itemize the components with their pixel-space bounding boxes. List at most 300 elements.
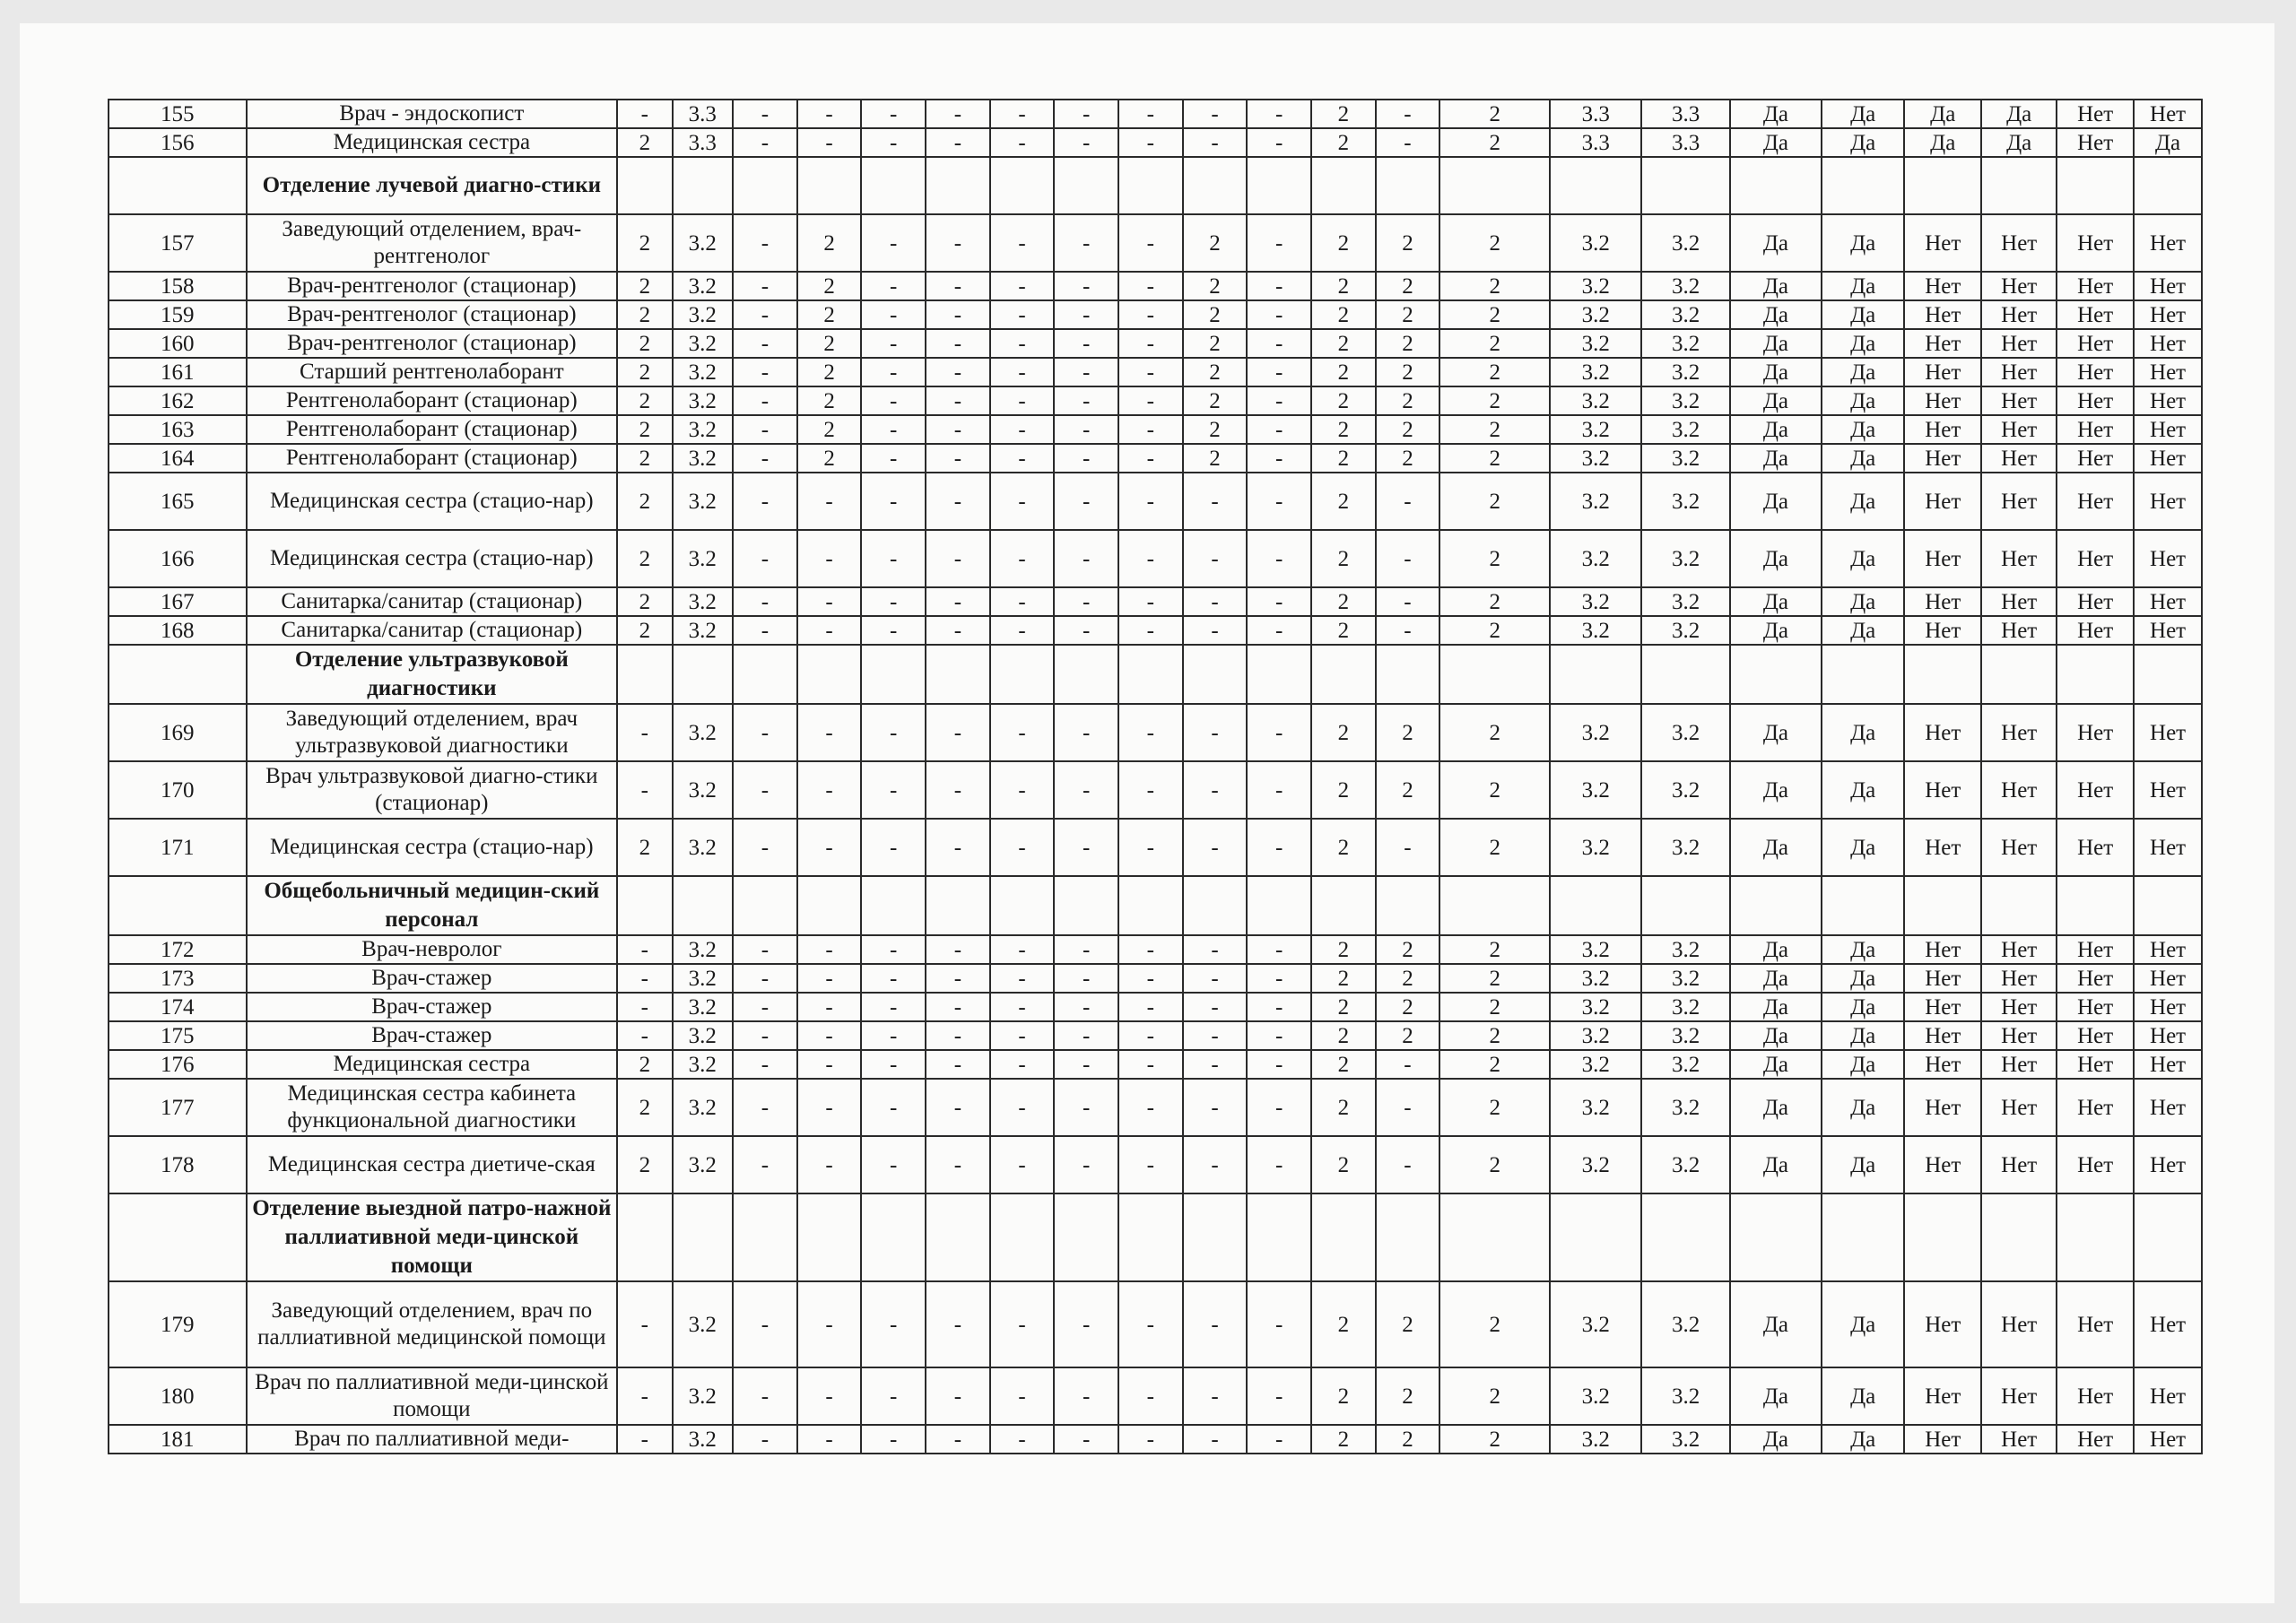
- value-cell: -: [926, 1021, 990, 1050]
- value-cell: Да: [1822, 415, 1904, 444]
- value-cell: -: [1247, 272, 1311, 300]
- value-cell: 3.2: [1641, 1079, 1729, 1136]
- value-cell: -: [733, 819, 797, 876]
- value-cell: -: [990, 1050, 1055, 1079]
- value-cell: 3.2: [1550, 993, 1641, 1021]
- table-row: [109, 300, 2202, 329]
- value-cell: Да: [1730, 616, 1822, 645]
- value-cell: -: [1118, 964, 1183, 993]
- row-number: 171: [109, 819, 247, 876]
- value-cell: -: [1183, 100, 1248, 128]
- value-cell: -: [990, 329, 1055, 358]
- value-cell: -: [733, 761, 797, 819]
- value-cell: 2: [617, 272, 672, 300]
- empty-cell: [797, 1193, 862, 1281]
- value-cell: -: [1247, 704, 1311, 761]
- value-cell: 2: [1376, 329, 1440, 358]
- empty-cell: [1822, 157, 1904, 214]
- value-cell: 3.2: [1550, 1079, 1641, 1136]
- value-cell: -: [1183, 704, 1248, 761]
- value-cell: 3.3: [1641, 100, 1729, 128]
- value-cell: Нет: [2134, 1050, 2202, 1079]
- value-cell: 3.2: [1550, 386, 1641, 415]
- value-cell: -: [990, 386, 1055, 415]
- value-cell: 3.3: [1550, 100, 1641, 128]
- value-cell: -: [1118, 1079, 1183, 1136]
- value-cell: 2: [1311, 300, 1376, 329]
- value-cell: -: [1376, 128, 1440, 157]
- value-cell: Нет: [2057, 587, 2134, 616]
- value-cell: -: [1118, 1281, 1183, 1367]
- value-cell: -: [990, 300, 1055, 329]
- value-cell: -: [990, 935, 1055, 964]
- value-cell: -: [861, 1367, 926, 1425]
- value-cell: Да: [1822, 473, 1904, 530]
- value-cell: 2: [1376, 300, 1440, 329]
- value-cell: -: [1247, 587, 1311, 616]
- value-cell: 3.2: [673, 329, 734, 358]
- value-cell: 3.2: [673, 386, 734, 415]
- value-cell: 2: [1439, 587, 1550, 616]
- value-cell: 2: [797, 415, 862, 444]
- value-cell: -: [617, 993, 672, 1021]
- value-cell: -: [861, 1021, 926, 1050]
- value-cell: -: [990, 358, 1055, 386]
- value-cell: 2: [1183, 272, 1248, 300]
- value-cell: -: [1247, 329, 1311, 358]
- value-cell: 2: [1439, 1425, 1550, 1454]
- value-cell: -: [733, 964, 797, 993]
- empty-cell: [2057, 1193, 2134, 1281]
- value-cell: Нет: [2057, 329, 2134, 358]
- value-cell: Да: [1730, 819, 1822, 876]
- section-row: [109, 1193, 2202, 1281]
- value-cell: -: [1054, 358, 1118, 386]
- value-cell: Нет: [1981, 587, 2057, 616]
- position-name: Медицинская сестра: [247, 128, 618, 157]
- value-cell: -: [1183, 1425, 1248, 1454]
- value-cell: Нет: [2057, 761, 2134, 819]
- value-cell: -: [1054, 415, 1118, 444]
- value-cell: 3.2: [1550, 1136, 1641, 1193]
- value-cell: 3.2: [673, 1136, 734, 1193]
- value-cell: 2: [1376, 1021, 1440, 1050]
- row-number: 162: [109, 386, 247, 415]
- empty-cell: [1904, 876, 1981, 935]
- value-cell: Нет: [1904, 993, 1981, 1021]
- value-cell: -: [797, 128, 862, 157]
- value-cell: 3.2: [1641, 1050, 1729, 1079]
- position-name: Врач-рентгенолог (стационар): [247, 329, 618, 358]
- value-cell: -: [733, 1050, 797, 1079]
- value-cell: -: [733, 704, 797, 761]
- value-cell: -: [1118, 761, 1183, 819]
- empty-cell: [1054, 876, 1118, 935]
- value-cell: -: [1183, 1367, 1248, 1425]
- section-title: Отделение выездной патро-нажной паллиативной меди-цинской помощи: [247, 1193, 618, 1281]
- value-cell: -: [1376, 1136, 1440, 1193]
- empty-cell: [1311, 157, 1376, 214]
- value-cell: 3.2: [1550, 272, 1641, 300]
- value-cell: -: [1054, 587, 1118, 616]
- empty-cell: [2134, 1193, 2202, 1281]
- value-cell: Нет: [1904, 761, 1981, 819]
- value-cell: Нет: [1904, 415, 1981, 444]
- value-cell: -: [1054, 935, 1118, 964]
- value-cell: 2: [1439, 1050, 1550, 1079]
- value-cell: Да: [1730, 100, 1822, 128]
- value-cell: Нет: [1904, 704, 1981, 761]
- value-cell: -: [797, 587, 862, 616]
- value-cell: -: [797, 993, 862, 1021]
- value-cell: Нет: [2134, 1281, 2202, 1367]
- table-row: [109, 1050, 2202, 1079]
- value-cell: 3.2: [673, 704, 734, 761]
- value-cell: 2: [617, 358, 672, 386]
- value-cell: 3.2: [673, 214, 734, 272]
- value-cell: Да: [1822, 214, 1904, 272]
- value-cell: Нет: [2057, 272, 2134, 300]
- empty-cell: [926, 645, 990, 704]
- position-name: Врач-стажер: [247, 993, 618, 1021]
- value-cell: 2: [1439, 128, 1550, 157]
- empty-cell: [1730, 876, 1822, 935]
- value-cell: -: [861, 587, 926, 616]
- value-cell: Нет: [2057, 473, 2134, 530]
- value-cell: -: [1054, 1425, 1118, 1454]
- section-row: [109, 645, 2202, 704]
- table-row: [109, 964, 2202, 993]
- value-cell: 3.2: [1550, 935, 1641, 964]
- position-name: Санитарка/санитар (стационар): [247, 587, 618, 616]
- value-cell: Нет: [2134, 761, 2202, 819]
- value-cell: Нет: [1981, 1367, 2057, 1425]
- value-cell: 2: [617, 386, 672, 415]
- empty-cell: [1550, 157, 1641, 214]
- value-cell: 2: [1311, 473, 1376, 530]
- position-name: Заведующий отделением, врач ультразвуковой диагностики: [247, 704, 618, 761]
- row-number: 169: [109, 704, 247, 761]
- value-cell: -: [1247, 1136, 1311, 1193]
- value-cell: -: [733, 300, 797, 329]
- value-cell: -: [1054, 1079, 1118, 1136]
- value-cell: -: [1376, 473, 1440, 530]
- value-cell: Нет: [1981, 1050, 2057, 1079]
- value-cell: -: [990, 1425, 1055, 1454]
- empty-cell: [990, 876, 1055, 935]
- value-cell: 3.2: [1641, 1281, 1729, 1367]
- value-cell: -: [617, 704, 672, 761]
- value-cell: Нет: [1904, 1021, 1981, 1050]
- value-cell: Нет: [2134, 300, 2202, 329]
- row-number: 172: [109, 935, 247, 964]
- value-cell: Да: [1730, 300, 1822, 329]
- value-cell: 3.2: [1550, 358, 1641, 386]
- empty-cell: [1550, 876, 1641, 935]
- value-cell: 2: [1376, 1281, 1440, 1367]
- value-cell: 2: [1376, 272, 1440, 300]
- value-cell: 3.2: [1641, 1021, 1729, 1050]
- value-cell: -: [861, 329, 926, 358]
- value-cell: Нет: [1981, 415, 2057, 444]
- value-cell: 3.2: [1550, 1281, 1641, 1367]
- empty-cell: [1981, 157, 2057, 214]
- position-name: Медицинская сестра: [247, 1050, 618, 1079]
- value-cell: Нет: [2057, 386, 2134, 415]
- section-num-cell: [109, 1193, 247, 1281]
- value-cell: -: [1183, 1136, 1248, 1193]
- value-cell: 2: [1376, 964, 1440, 993]
- row-number: 158: [109, 272, 247, 300]
- value-cell: 2: [617, 473, 672, 530]
- empty-cell: [733, 876, 797, 935]
- empty-cell: [1730, 645, 1822, 704]
- value-cell: 3.2: [673, 1281, 734, 1367]
- value-cell: Нет: [2057, 1425, 2134, 1454]
- value-cell: 2: [1183, 444, 1248, 473]
- value-cell: -: [1183, 1079, 1248, 1136]
- value-cell: Да: [2134, 128, 2202, 157]
- value-cell: 2: [1376, 1367, 1440, 1425]
- value-cell: Нет: [1981, 1281, 2057, 1367]
- value-cell: 3.2: [1550, 587, 1641, 616]
- value-cell: -: [990, 100, 1055, 128]
- value-cell: 2: [1311, 935, 1376, 964]
- empty-cell: [1247, 1193, 1311, 1281]
- value-cell: Нет: [1981, 616, 2057, 645]
- value-cell: -: [1118, 587, 1183, 616]
- value-cell: -: [926, 1050, 990, 1079]
- value-cell: Нет: [2134, 415, 2202, 444]
- value-cell: Да: [1730, 1367, 1822, 1425]
- table-row: [109, 1367, 2202, 1425]
- value-cell: Нет: [1981, 272, 2057, 300]
- value-cell: 2: [1311, 530, 1376, 587]
- value-cell: -: [797, 1079, 862, 1136]
- position-name: Заведующий отделением, врач-рентгенолог: [247, 214, 618, 272]
- value-cell: 2: [1439, 530, 1550, 587]
- value-cell: Нет: [1904, 935, 1981, 964]
- value-cell: 2: [617, 1079, 672, 1136]
- value-cell: Да: [1730, 358, 1822, 386]
- empty-cell: [2134, 876, 2202, 935]
- value-cell: -: [861, 128, 926, 157]
- value-cell: 3.2: [1641, 329, 1729, 358]
- value-cell: Нет: [1904, 1050, 1981, 1079]
- value-cell: 2: [1439, 1021, 1550, 1050]
- value-cell: -: [1054, 761, 1118, 819]
- value-cell: -: [733, 993, 797, 1021]
- value-cell: -: [926, 329, 990, 358]
- value-cell: 3.2: [1550, 1425, 1641, 1454]
- position-name: Рентгенолаборант (стационар): [247, 415, 618, 444]
- value-cell: 2: [1311, 704, 1376, 761]
- value-cell: -: [861, 300, 926, 329]
- value-cell: -: [926, 473, 990, 530]
- value-cell: 3.2: [673, 300, 734, 329]
- value-cell: -: [1247, 128, 1311, 157]
- value-cell: Да: [1822, 272, 1904, 300]
- value-cell: -: [1118, 214, 1183, 272]
- empty-cell: [797, 157, 862, 214]
- value-cell: Нет: [1981, 1021, 2057, 1050]
- position-name: Врач-рентгенолог (стационар): [247, 272, 618, 300]
- value-cell: Нет: [2134, 1136, 2202, 1193]
- value-cell: -: [861, 1281, 926, 1367]
- table-row: [109, 530, 2202, 587]
- value-cell: -: [1247, 214, 1311, 272]
- value-cell: -: [1183, 1281, 1248, 1367]
- value-cell: Нет: [2057, 214, 2134, 272]
- value-cell: 2: [1439, 964, 1550, 993]
- value-cell: -: [733, 1136, 797, 1193]
- empty-cell: [1183, 876, 1248, 935]
- value-cell: Нет: [1904, 587, 1981, 616]
- value-cell: 3.2: [1641, 214, 1729, 272]
- value-cell: -: [990, 1136, 1055, 1193]
- value-cell: -: [926, 444, 990, 473]
- value-cell: 3.2: [1641, 272, 1729, 300]
- empty-cell: [1054, 157, 1118, 214]
- value-cell: 2: [1311, 587, 1376, 616]
- empty-cell: [1550, 1193, 1641, 1281]
- empty-cell: [2134, 645, 2202, 704]
- value-cell: 3.2: [1641, 444, 1729, 473]
- value-cell: 2: [797, 329, 862, 358]
- row-number: 164: [109, 444, 247, 473]
- value-cell: 2: [1439, 444, 1550, 473]
- value-cell: 3.3: [673, 128, 734, 157]
- empty-cell: [673, 876, 734, 935]
- value-cell: Нет: [2057, 530, 2134, 587]
- value-cell: 3.3: [673, 100, 734, 128]
- table-row: [109, 993, 2202, 1021]
- empty-cell: [733, 157, 797, 214]
- empty-cell: [1247, 157, 1311, 214]
- value-cell: 3.2: [1641, 616, 1729, 645]
- value-cell: -: [926, 819, 990, 876]
- value-cell: 2: [1376, 1425, 1440, 1454]
- value-cell: -: [1247, 386, 1311, 415]
- value-cell: Нет: [2134, 1021, 2202, 1050]
- section-row: [109, 157, 2202, 214]
- table-row: [109, 761, 2202, 819]
- value-cell: 2: [617, 300, 672, 329]
- value-cell: 2: [1439, 272, 1550, 300]
- value-cell: -: [1247, 1281, 1311, 1367]
- value-cell: Да: [1730, 386, 1822, 415]
- value-cell: Нет: [2057, 935, 2134, 964]
- value-cell: 2: [617, 587, 672, 616]
- value-cell: -: [733, 1021, 797, 1050]
- value-cell: Нет: [2057, 964, 2134, 993]
- row-number: 157: [109, 214, 247, 272]
- value-cell: 2: [1439, 415, 1550, 444]
- value-cell: 2: [1376, 358, 1440, 386]
- section-title: Отделение ультразвуковой диагностики: [247, 645, 618, 704]
- empty-cell: [1118, 1193, 1183, 1281]
- value-cell: 2: [797, 358, 862, 386]
- value-cell: Нет: [1904, 1367, 1981, 1425]
- value-cell: 2: [1439, 300, 1550, 329]
- value-cell: Нет: [1981, 530, 2057, 587]
- value-cell: 3.2: [1641, 358, 1729, 386]
- value-cell: Да: [1822, 1079, 1904, 1136]
- value-cell: Нет: [2057, 993, 2134, 1021]
- value-cell: -: [990, 1021, 1055, 1050]
- table-row: [109, 473, 2202, 530]
- value-cell: -: [1054, 100, 1118, 128]
- value-cell: Нет: [1981, 704, 2057, 761]
- value-cell: 3.2: [1641, 530, 1729, 587]
- value-cell: 2: [1439, 1367, 1550, 1425]
- table-row: [109, 415, 2202, 444]
- value-cell: -: [990, 530, 1055, 587]
- row-number: 160: [109, 329, 247, 358]
- value-cell: -: [861, 935, 926, 964]
- value-cell: -: [861, 704, 926, 761]
- value-cell: -: [861, 358, 926, 386]
- value-cell: -: [1247, 761, 1311, 819]
- value-cell: -: [1376, 1050, 1440, 1079]
- table-row: [109, 587, 2202, 616]
- value-cell: Нет: [2057, 819, 2134, 876]
- position-name: Заведующий отделением, врач по паллиативной медицинской помощи: [247, 1281, 618, 1367]
- value-cell: -: [926, 128, 990, 157]
- empty-cell: [1118, 157, 1183, 214]
- value-cell: 3.2: [673, 444, 734, 473]
- value-cell: Нет: [2057, 1367, 2134, 1425]
- value-cell: Да: [1730, 935, 1822, 964]
- value-cell: 3.2: [1641, 993, 1729, 1021]
- value-cell: -: [733, 444, 797, 473]
- value-cell: -: [1118, 272, 1183, 300]
- empty-cell: [797, 876, 862, 935]
- value-cell: 3.2: [673, 935, 734, 964]
- position-name: Медицинская сестра кабинета функциональной диагностики: [247, 1079, 618, 1136]
- value-cell: -: [1376, 616, 1440, 645]
- position-name: Врач-рентгенолог (стационар): [247, 300, 618, 329]
- row-number: 155: [109, 100, 247, 128]
- value-cell: -: [1247, 1367, 1311, 1425]
- empty-cell: [1641, 157, 1729, 214]
- value-cell: -: [1054, 530, 1118, 587]
- value-cell: 3.2: [1641, 300, 1729, 329]
- empty-cell: [673, 1193, 734, 1281]
- value-cell: -: [1183, 530, 1248, 587]
- value-cell: Да: [1730, 1425, 1822, 1454]
- value-cell: 2: [1439, 329, 1550, 358]
- row-number: 176: [109, 1050, 247, 1079]
- value-cell: 2: [1311, 993, 1376, 1021]
- value-cell: Нет: [1904, 444, 1981, 473]
- value-cell: 2: [617, 329, 672, 358]
- value-cell: Да: [1822, 300, 1904, 329]
- value-cell: -: [1054, 214, 1118, 272]
- section-title: Общебольничный медицин-ский персонал: [247, 876, 618, 935]
- value-cell: -: [1118, 415, 1183, 444]
- value-cell: -: [1118, 1367, 1183, 1425]
- value-cell: -: [1247, 964, 1311, 993]
- value-cell: Нет: [2134, 444, 2202, 473]
- value-cell: -: [926, 1079, 990, 1136]
- value-cell: -: [617, 1021, 672, 1050]
- empty-cell: [1981, 1193, 2057, 1281]
- value-cell: -: [797, 1281, 862, 1367]
- value-cell: -: [797, 1050, 862, 1079]
- empty-cell: [1981, 876, 2057, 935]
- empty-cell: [926, 1193, 990, 1281]
